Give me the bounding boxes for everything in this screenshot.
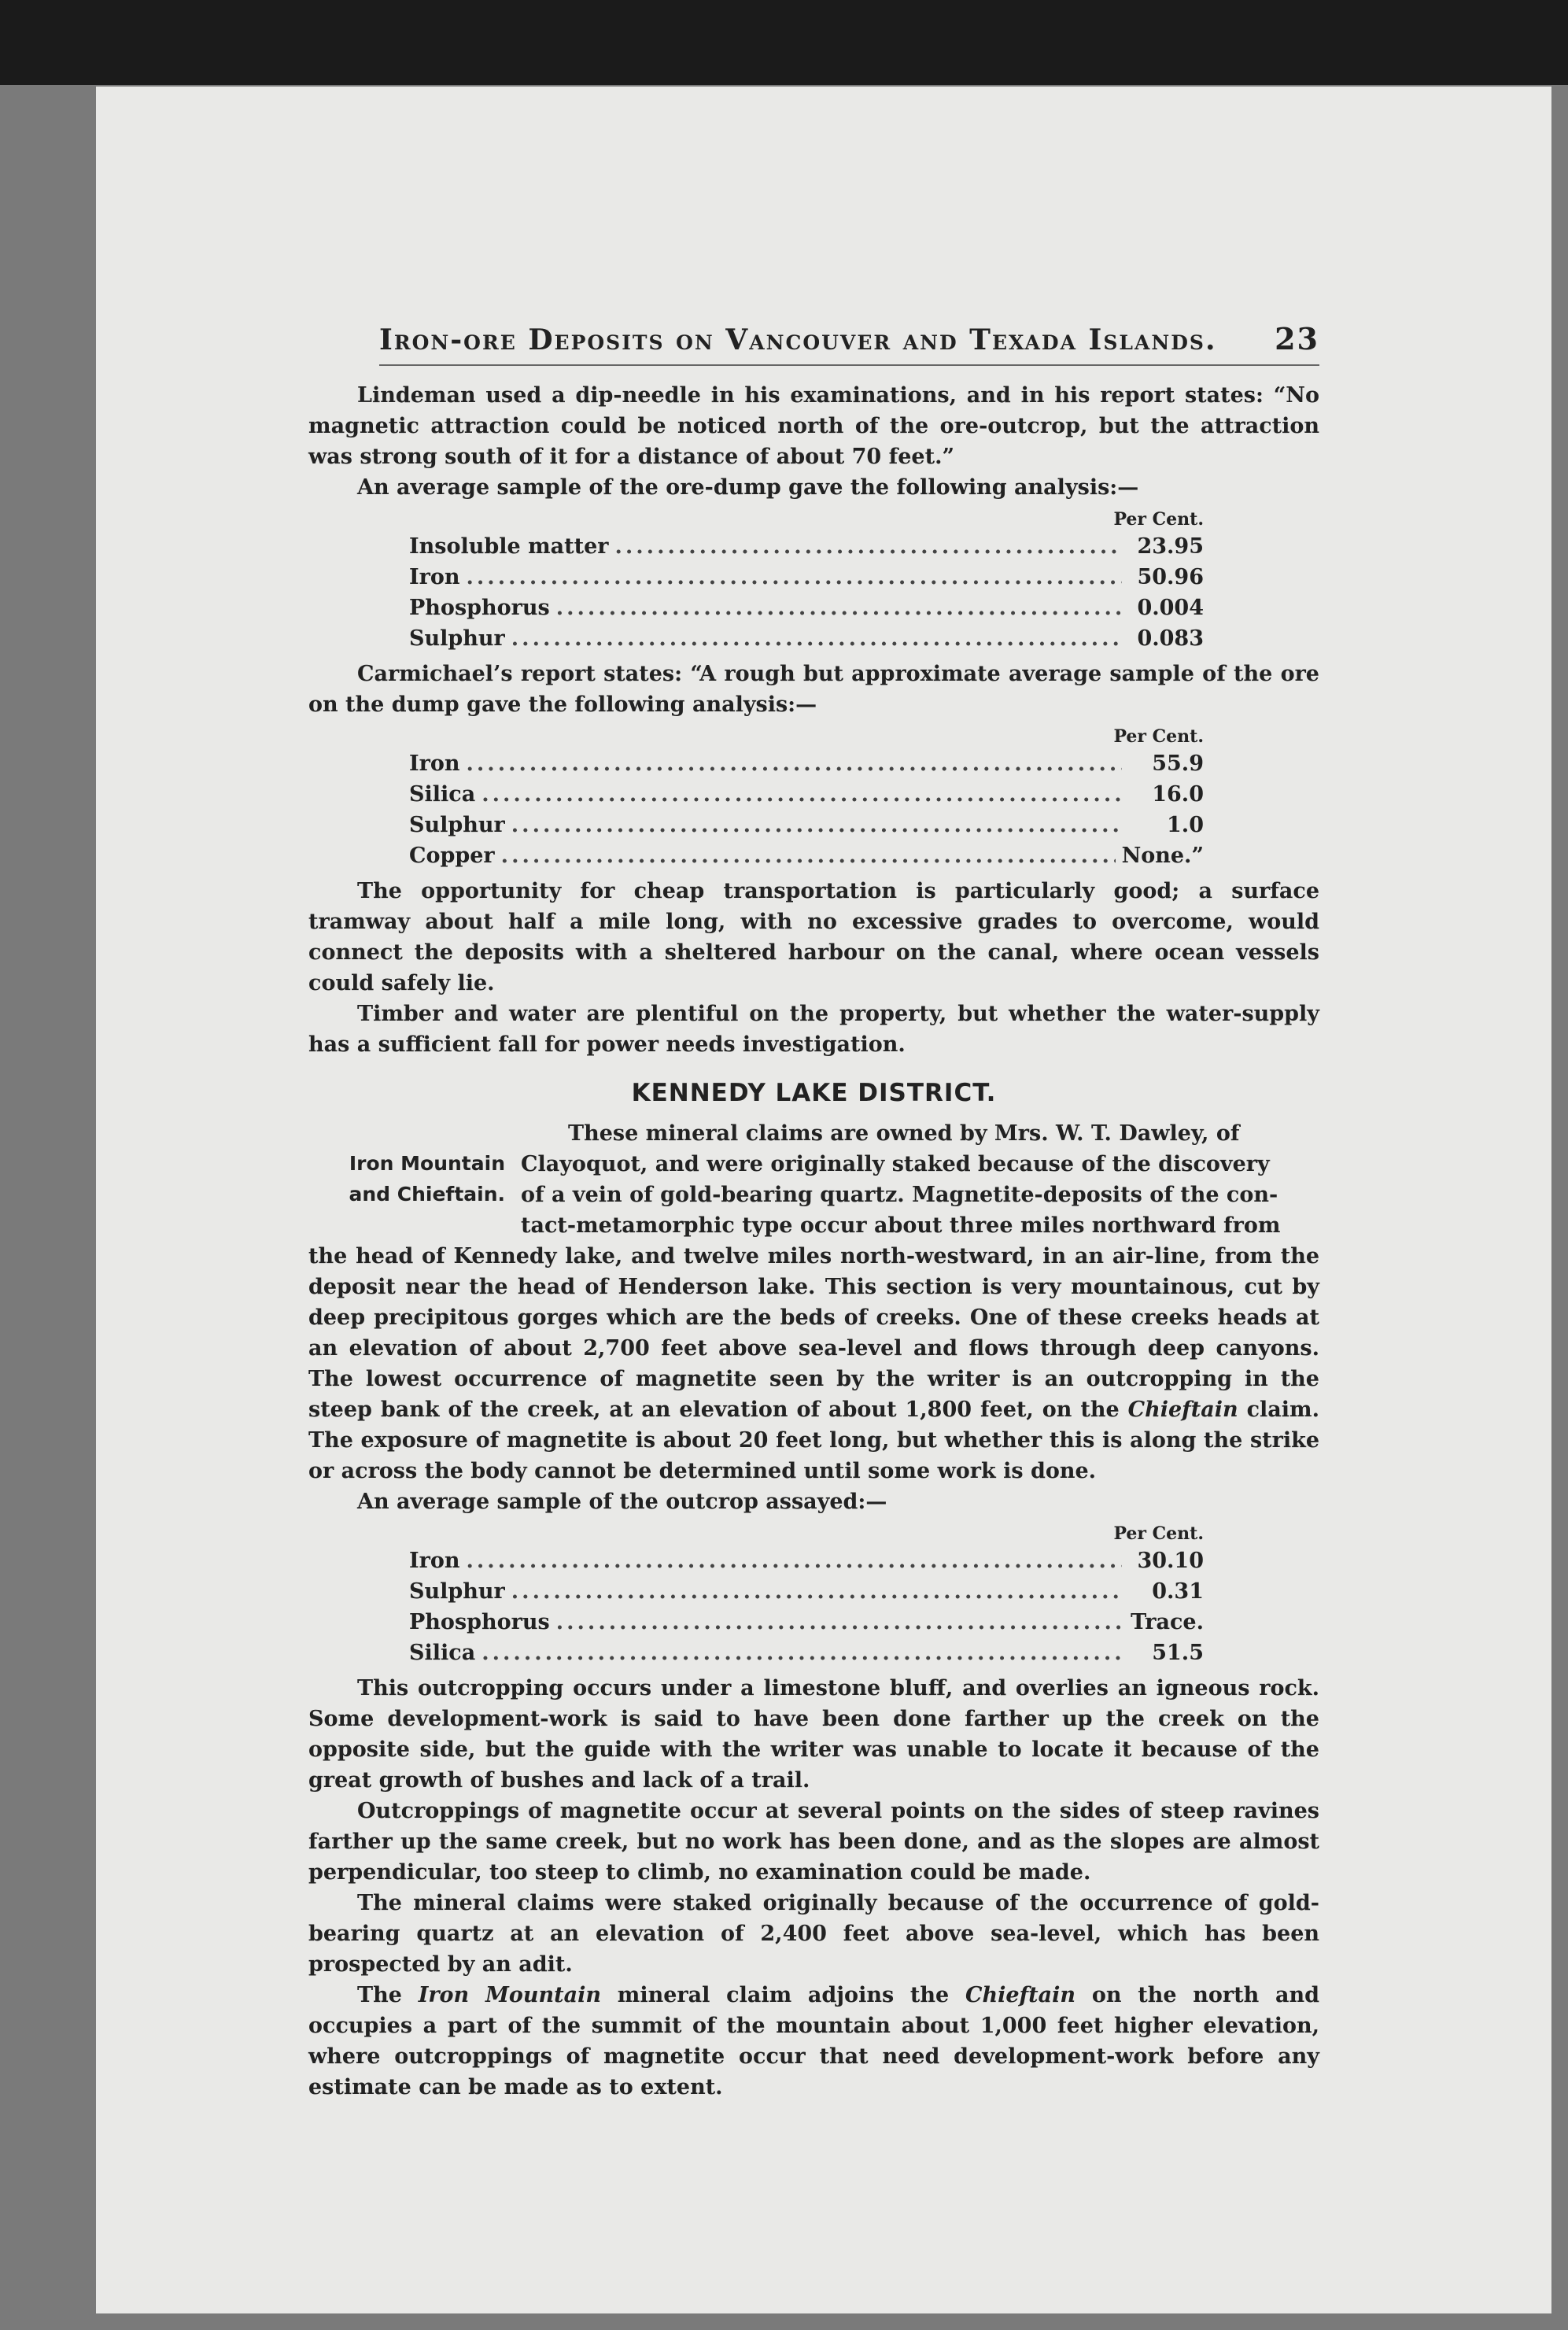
analysis-table-outcrop — [409, 1522, 1204, 1668]
margin-note — [308, 1148, 505, 1209]
kennedy-text-a: the head of Kennedy lake, and twelve miles north-westward, in an air-line, from the deposit near the head of Henderson lake. This section is very mountainous, cut by deep precipitous gorges which are the beds of creeks. One of these creeks heads at an elevation of about 2,700 feet above sea-level and flows through deep canyons. The lowest occurrence of magnetite seen by the writer is an outcropping in the steep bank of the creek, at an elevation of about 1,800 feet, on the — [308, 1244, 1319, 1422]
kennedy-line: of a vein of gold-bearing quartz. Magnetite-deposits of the con- — [521, 1183, 1278, 1207]
row-label: Sulphur — [409, 626, 505, 651]
analysis-table-ore-dump — [409, 508, 1204, 654]
kennedy-section — [308, 1118, 1319, 1486]
unit-header: Per Cent. — [1113, 1523, 1204, 1544]
leader-dots — [467, 562, 1123, 593]
page-number: 23 — [1275, 321, 1319, 356]
leader-dots — [556, 593, 1122, 623]
leader-dots — [467, 1545, 1123, 1576]
row-label: Sulphur — [409, 813, 505, 837]
leader-dots — [501, 840, 1116, 871]
leader-dots — [614, 531, 1122, 562]
kennedy-text-b: claim. The exposure of magnetite is about 20 feet long, but whether this is along the strike or across the body cannot be determined until some work is done. — [308, 1398, 1319, 1483]
analysis-row — [409, 562, 1204, 593]
text-rest: on the north and occupies a part of the summit of the mountain about 1,000 feet higher elevation, where outcroppings of magnetite occur that need development-work before any estimate can be made as to extent. — [308, 1983, 1320, 2099]
margin-note-line: and Chieftain. — [349, 1183, 505, 1206]
margin-note-line: Iron Mountain — [349, 1152, 505, 1175]
analysis-table-carmichael — [409, 725, 1204, 871]
header-title: Iron-ore Deposits on Vancouver and Texada Islands. — [379, 323, 1217, 356]
paragraph-timber: Timber and water are plentiful on the property, but whether the water-supply has a sufficient fall for power needs investigation. — [308, 1002, 1319, 1057]
row-value: 50.96 — [1137, 565, 1204, 589]
kennedy-line: tact-metamorphic type occur about three miles northward from — [521, 1213, 1281, 1238]
paragraph-lindeman: Lindeman used a dip-needle in his examinations, and in his report states: “No magnetic attraction could be noticed north of the ore-outcrop, but the attraction was strong south of it for a distance of about 70 feet.” — [308, 383, 1319, 469]
leader-dots — [511, 1576, 1122, 1607]
claim-name-chieftain: Chieftain — [1127, 1398, 1238, 1422]
leader-dots — [481, 779, 1122, 810]
paragraph-gold-quartz: The mineral claims were staked originally because of the occurrence of gold-bearing quartz at an elevation of 2,400 feet above sea-level, which has been prospected by an adit. — [308, 1891, 1319, 1977]
row-label: Copper — [409, 844, 495, 868]
unit-header: Per Cent. — [1113, 726, 1204, 747]
claim-name-iron-mountain: Iron Mountain — [418, 1983, 601, 2007]
row-label: Phosphorus — [409, 1610, 550, 1634]
row-value: 0.083 — [1137, 626, 1204, 651]
leader-dots — [556, 1607, 1122, 1638]
analysis-row — [409, 1545, 1204, 1576]
paragraph-limestone: This outcropping occurs under a limestone bluff, and overlies an igneous rock. Some development-work is said to have been done farther up the creek on the opposite side, but the guide with the writer was unable to locate it because of the great growth of bushes and lack of a trail. — [308, 1676, 1319, 1793]
row-label: Iron — [409, 1549, 460, 1573]
analysis-row — [409, 531, 1204, 562]
analysis-row — [409, 779, 1204, 810]
row-label: Iron — [409, 565, 460, 589]
row-value: None.” — [1121, 844, 1204, 868]
row-label: Phosphorus — [409, 596, 550, 620]
row-label: Insoluble matter — [409, 534, 609, 559]
row-value: 0.31 — [1152, 1579, 1204, 1604]
paragraph-ravines: Outcroppings of magnetite occur at several points on the sides of steep ravines farther up the same creek, but no work has been done, and as the slopes are almost perpendicular, too steep to climb, no examination could be made. — [308, 1799, 1319, 1885]
analysis-row — [409, 840, 1204, 871]
paragraph-carmichael: Carmichael’s report states: “A rough but approximate average sample of the ore on the dump gave the following analysis:— — [308, 662, 1319, 717]
row-label: Silica — [409, 782, 476, 807]
kennedy-line: These mineral claims are owned by Mrs. W. T. Dawley, of — [568, 1121, 1240, 1146]
row-label: Sulphur — [409, 1579, 505, 1604]
claim-name-chieftain: Chieftain — [965, 1983, 1076, 2007]
analysis-row — [409, 593, 1204, 623]
row-label: Iron — [409, 751, 460, 776]
leader-dots — [481, 1638, 1122, 1668]
analysis-row — [409, 1638, 1204, 1668]
analysis-row — [409, 748, 1204, 779]
paragraph-kennedy-description — [308, 1241, 1319, 1486]
analysis-row — [409, 810, 1204, 840]
row-value: 55.9 — [1152, 751, 1204, 776]
analysis-row — [409, 1576, 1204, 1607]
row-value: 16.0 — [1152, 782, 1204, 807]
kennedy-line: Clayoquot, and were originally staked because of the discovery — [521, 1152, 1270, 1176]
analysis-row — [409, 1607, 1204, 1638]
paragraph-iron-mountain — [308, 1980, 1319, 2103]
paragraph-transportation: The opportunity for cheap transportation is particularly good; a surface tramway about half a mile long, with no excessive grades to overcome, would connect the deposits with a sheltered harbour on the canal, where ocean vessels could safely lie. — [308, 879, 1319, 995]
text-mid: mineral claim adjoins the — [617, 1983, 950, 2007]
leader-dots — [467, 748, 1123, 779]
row-value: 23.95 — [1137, 534, 1204, 559]
unit-header: Per Cent. — [1113, 509, 1204, 530]
analysis-row — [409, 623, 1204, 654]
row-value: Trace. — [1131, 1610, 1204, 1634]
leader-dots — [511, 810, 1122, 840]
leader-dots — [511, 623, 1122, 654]
row-value: 30.10 — [1137, 1549, 1204, 1573]
paragraph-analysis-intro: An average sample of the ore-dump gave the following analysis:— — [357, 475, 1139, 500]
row-value: 0.004 — [1137, 596, 1204, 620]
paragraph-outcrop-intro: An average sample of the outcrop assayed:— — [357, 1490, 887, 1514]
running-header — [379, 321, 1319, 366]
section-heading: KENNEDY LAKE DISTRICT. — [631, 1079, 997, 1107]
text-the: The — [357, 1983, 402, 2007]
row-value: 1.0 — [1167, 813, 1204, 837]
row-label: Silica — [409, 1641, 476, 1665]
page-content — [308, 321, 1319, 2103]
row-value: 51.5 — [1152, 1641, 1204, 1665]
